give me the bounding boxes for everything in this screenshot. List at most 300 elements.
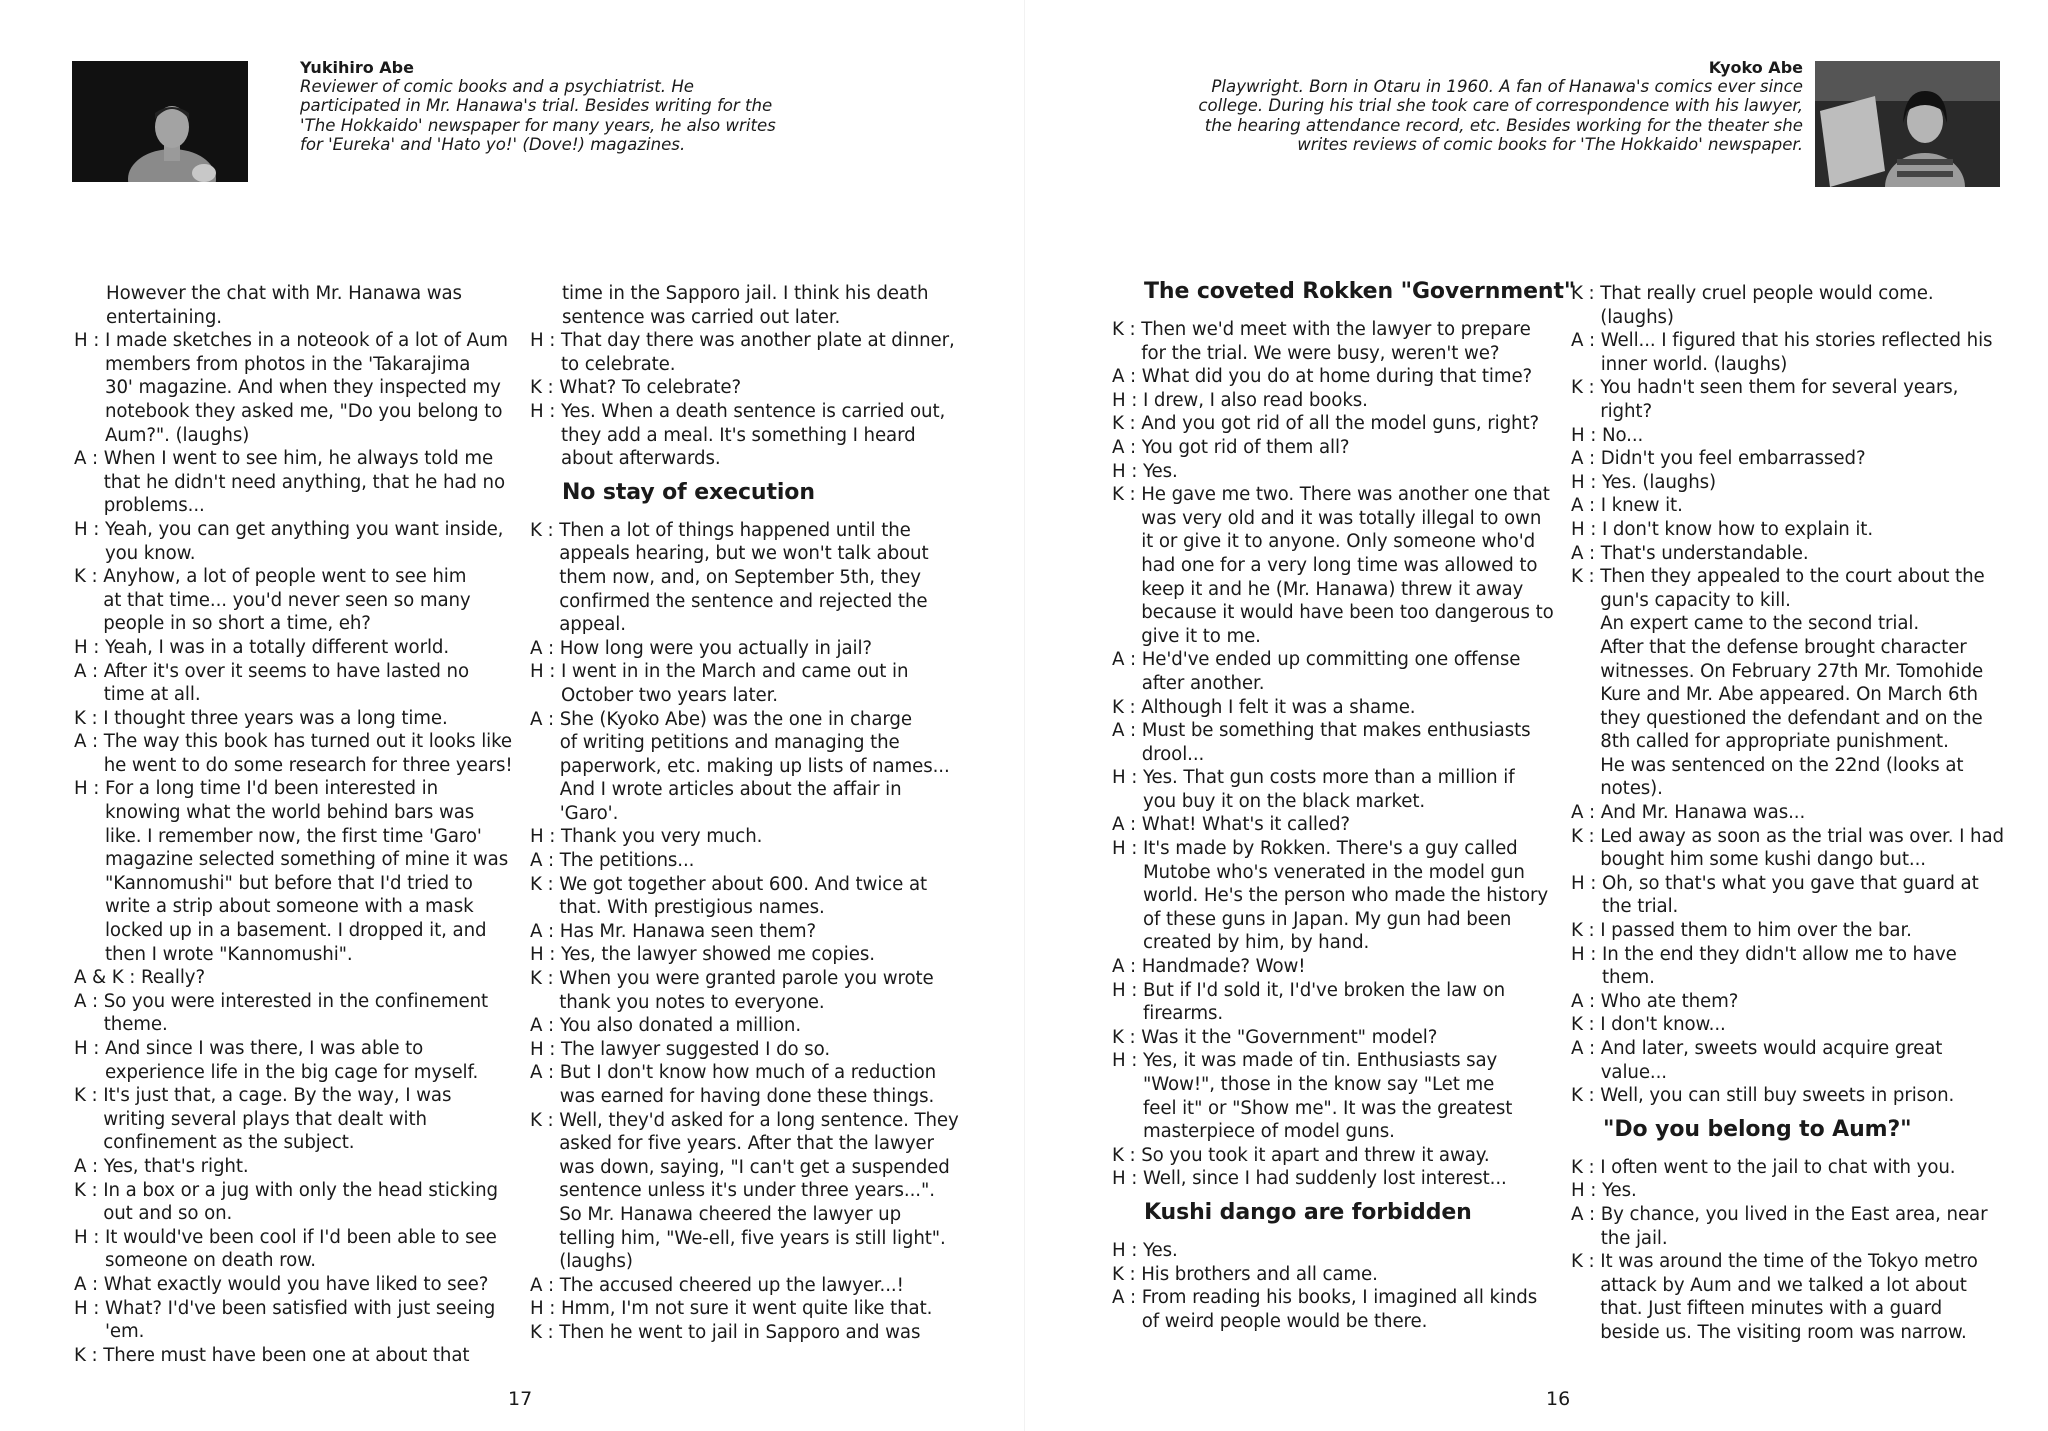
text-line: That's understandable.	[1600, 542, 1809, 564]
text-line: No...	[1601, 424, 1644, 446]
text-line: (laughs)	[559, 1251, 633, 1273]
speaker-label: H :	[74, 1038, 105, 1059]
text-line: inner world. (laughs)	[1600, 353, 1788, 375]
dialogue-entry	[530, 1274, 970, 1298]
dialogue-text	[1143, 766, 1552, 813]
speaker-label: H :	[1112, 767, 1143, 789]
speaker-label: K :	[1571, 1014, 1601, 1036]
text-line: created by him, by hand.	[1142, 932, 1370, 954]
dialogue-text	[1142, 436, 1552, 460]
text-line: that he didn't need anything, that he had no	[103, 471, 506, 493]
text-line: I drew, I also read books.	[1142, 389, 1368, 411]
bio-line: participated in Mr. Hanawa's trial. Besides writing for the	[300, 96, 773, 116]
speaker-label: A :	[74, 1155, 104, 1177]
speaker-label: H :	[74, 330, 105, 352]
dialogue-text	[105, 1037, 514, 1084]
speaker-label: H :	[74, 1297, 105, 1319]
dialogue-entry	[1571, 1084, 2011, 1108]
text-line: By chance, you lived in the East area, near	[1600, 1203, 1988, 1225]
dialogue-text	[1143, 460, 1552, 484]
speaker-label: A :	[1571, 990, 1601, 1012]
text-line: When you were granted parole you wrote	[559, 968, 934, 990]
dialogue-entry	[530, 1297, 970, 1321]
speaker-label: K :	[1571, 825, 1601, 847]
text-line: In a box or a jug with only the head sticking	[103, 1179, 498, 1201]
text-line: The way this book has turned out it looks like	[103, 731, 512, 753]
dialogue-text	[561, 1038, 970, 1062]
text-line: drool...	[1141, 743, 1205, 765]
text-line: Yes. When a death sentence is carried out,	[560, 400, 946, 422]
dialogue-entry	[1571, 494, 2011, 518]
dialogue-entry	[74, 1155, 514, 1179]
text-line: like. I remember now, the first time 'Garo'	[104, 825, 482, 847]
dialogue-entry	[74, 707, 514, 731]
dialogue-text	[1602, 872, 2011, 919]
yukihiro-abe-bio	[300, 58, 840, 154]
text-line: What? To celebrate?	[559, 377, 742, 399]
dialogue-entry	[74, 1084, 514, 1155]
dialogue-entry	[530, 1321, 970, 1345]
speaker-label: K :	[74, 1179, 104, 1201]
dialogue-entry	[530, 708, 970, 826]
speaker-label: A :	[1112, 366, 1142, 388]
dialogue-entry	[1112, 389, 1552, 413]
dialogue-entry	[1112, 1026, 1552, 1050]
text-line: Yeah, you can get anything you want inside,	[104, 518, 504, 540]
text-line: You also donated a million.	[559, 1015, 802, 1037]
text-line: Who ate them?	[1600, 990, 1739, 1012]
dialogue-text	[560, 920, 970, 944]
speaker-label: A :	[1571, 495, 1601, 517]
text-line: Yes, that's right.	[103, 1155, 249, 1177]
dialogue-entry	[1571, 919, 2011, 943]
dialogue-text	[1601, 329, 2011, 376]
text-line: In the end they didn't allow me to have	[1601, 943, 1957, 965]
dialogue-text	[560, 708, 970, 826]
text-line: 'em.	[104, 1321, 145, 1343]
text-line: What did you do at home during that time?	[1141, 366, 1533, 388]
dialogue-text	[1141, 483, 1553, 648]
text-line: the jail.	[1600, 1227, 1668, 1249]
text-line: world. He's the person who made the history	[1142, 885, 1549, 907]
dialogue-text	[559, 1321, 970, 1345]
dialogue-entry	[1571, 1203, 2011, 1250]
speaker-label: A :	[1571, 1203, 1601, 1225]
dialogue-entry	[530, 920, 970, 944]
text-line: confirmed the sentence and rejected the	[559, 590, 928, 612]
text-line: 8th called for appropriate punishment.	[1600, 731, 1949, 753]
dialogue-text	[1600, 376, 2011, 423]
dialogue-text	[1601, 1203, 2011, 1250]
speaker-label: A :	[74, 1273, 104, 1295]
dialogue-text	[1141, 696, 1552, 720]
bio-line: Playwright. Born in Otaru in 1960. A fan of Hanawa's comics ever since	[1211, 77, 1803, 97]
text-line: people in so short a time, eh?	[103, 613, 371, 635]
speaker-label: K :	[1571, 1251, 1601, 1273]
speaker-label: K :	[1112, 319, 1142, 340]
text-line: Then he went to jail in Sapporo and was	[559, 1321, 921, 1343]
dialogue-text	[561, 1297, 970, 1321]
text-line: Yes, it was made of tin. Enthusiasts say	[1142, 1050, 1498, 1072]
dialogue-text	[1143, 1167, 1552, 1191]
dialogue-entry	[1112, 837, 1552, 955]
text-line: notebook they asked me, "Do you belong to	[104, 400, 503, 422]
speaker-label: A :	[530, 708, 560, 730]
speaker-label: A :	[74, 660, 104, 682]
dialogue-entry	[74, 329, 514, 447]
text-line: So Mr. Hanawa cheered the lawyer up	[559, 1203, 902, 1225]
text-line: beside us. The visiting room was narrow.	[1600, 1321, 1967, 1343]
dialogue-text	[561, 660, 970, 707]
text-line: Although I felt it was a shame.	[1141, 696, 1416, 718]
dialogue-text	[561, 329, 970, 376]
dialogue-text	[560, 1014, 970, 1038]
text-line: them.	[1601, 967, 1655, 989]
dialogue-text	[103, 707, 514, 731]
speaker-label: K :	[530, 968, 560, 990]
dialogue-text	[104, 730, 514, 777]
dialogue-entry	[530, 1061, 970, 1108]
dialogue-text	[1600, 1250, 2011, 1344]
dialogue-text	[1141, 412, 1552, 436]
text-line: You got rid of them all?	[1141, 436, 1350, 458]
speaker-label: H :	[1571, 1180, 1602, 1202]
dialogue-text	[104, 990, 514, 1037]
dialogue-text	[559, 519, 970, 637]
text-line: And later, sweets would acquire great	[1600, 1038, 1943, 1059]
speaker-label: H :	[1112, 979, 1143, 1001]
text-line: And I wrote articles about the affair in	[559, 779, 902, 801]
dialogue-entry	[1112, 719, 1552, 766]
text-line: time at all.	[103, 684, 201, 706]
speaker-label: K :	[1112, 413, 1142, 435]
dialogue-text	[1141, 1263, 1552, 1287]
text-line: He was sentenced on the 22nd (looks at	[1600, 754, 1964, 776]
speaker-label: K :	[74, 1344, 104, 1366]
text-line: I don't know how to explain it.	[1601, 518, 1874, 540]
bio-name: Kyoko Abe	[1708, 58, 1803, 77]
dialogue-entry	[1112, 365, 1552, 389]
speaker-label: H :	[1112, 1050, 1143, 1072]
dialogue-entry	[1571, 518, 2011, 542]
text-line: That day there was another plate at dinner,	[560, 330, 955, 352]
dialogue-text	[559, 376, 970, 400]
speaker-label: A :	[1112, 814, 1142, 836]
speaker-label: K :	[74, 1085, 104, 1107]
dialogue-text	[103, 1179, 514, 1226]
dialogue-entry	[1571, 872, 2011, 919]
text-line: I don't know...	[1600, 1014, 1726, 1036]
dialogue-text	[1602, 424, 2011, 448]
dialogue-entry	[1112, 1263, 1552, 1287]
dialogue-text	[1600, 919, 2011, 943]
text-line: to celebrate.	[560, 353, 676, 375]
speaker-label: K :	[74, 566, 104, 588]
dialogue-entry	[74, 777, 514, 966]
text-line: he went to do some research for three years!	[103, 754, 513, 776]
speaker-label: K :	[530, 377, 560, 399]
speaker-label: H :	[1112, 460, 1143, 482]
text-line: And you got rid of all the model guns, right?	[1141, 413, 1540, 435]
dialogue-text	[560, 1061, 970, 1108]
text-line: then I wrote "Kannomushi".	[104, 943, 353, 965]
text-line: Well, since I had suddenly lost interest...	[1142, 1168, 1507, 1190]
section-heading: No stay of execution	[562, 479, 815, 505]
text-line: That really cruel people would come.	[1600, 283, 1934, 304]
text-line: Really?	[141, 967, 205, 989]
text-line: of writing petitions and managing the	[559, 732, 900, 754]
speaker-label: K :	[1571, 920, 1601, 942]
text-line: Oh, so that's what you gave that guard at	[1601, 872, 1979, 894]
speaker-label: K :	[530, 873, 560, 895]
dialogue-text	[560, 849, 970, 873]
text-line: sentence unless it's under three years...".	[559, 1180, 935, 1202]
page-gutter	[1024, 0, 1025, 1431]
speaker-label: H :	[1571, 518, 1602, 540]
dialogue-entry	[1571, 1250, 2011, 1344]
text-line: out and so on.	[103, 1203, 233, 1225]
text-line: "Wow!", those in the know say "Let me	[1142, 1074, 1495, 1095]
dialogue-text	[1143, 1049, 1552, 1143]
speaker-label: H :	[530, 1298, 561, 1320]
dialogue-entry	[1112, 460, 1552, 484]
speaker-label: H :	[530, 330, 561, 352]
speaker-label: A :	[1571, 1038, 1601, 1059]
dialogue-entry	[1112, 955, 1552, 979]
text-line: Mutobe who's venerated in the model gun	[1142, 861, 1525, 883]
dialogue-text	[1601, 542, 2011, 566]
speaker-label: K :	[1112, 696, 1142, 718]
dialogue-text	[560, 1274, 970, 1298]
page-number-right: 16	[1546, 1388, 1571, 1410]
dialogue-entry	[530, 1038, 970, 1062]
dialogue-text	[560, 637, 970, 661]
dialogue-text	[1601, 990, 2011, 1014]
text-line: Didn't you feel embarrassed?	[1600, 448, 1866, 470]
speaker-label: H :	[530, 400, 561, 422]
text-line: about afterwards.	[560, 448, 721, 470]
speaker-label: A :	[530, 1015, 560, 1037]
kyoko-abe-bio	[1160, 58, 1803, 154]
page-number-left: 17	[508, 1388, 533, 1410]
dialogue-entry	[74, 447, 514, 518]
text-line: witnesses. On February 27th Mr. Tomohide	[1600, 660, 1984, 682]
speaker-label: H :	[1112, 1239, 1143, 1261]
speaker-label: A :	[74, 990, 104, 1012]
text-line: was down, saying, "I can't get a suspended	[559, 1156, 950, 1178]
text-line: She (Kyoko Abe) was the one in charge	[559, 708, 912, 730]
text-line: you know.	[104, 542, 196, 564]
text-line: Must be something that makes enthusiasts	[1141, 720, 1531, 742]
dialogue-entry	[1112, 1286, 1552, 1333]
text-line: after another.	[1141, 672, 1265, 694]
dialogue-entry	[74, 518, 514, 565]
speaker-label: A :	[74, 731, 104, 753]
dialogue-entry	[530, 376, 970, 400]
speaker-label: H :	[74, 636, 105, 658]
text-line: So you were interested in the confinement	[103, 990, 489, 1012]
text-line: October two years later.	[560, 684, 778, 706]
dialogue-entry	[1112, 1239, 1552, 1263]
speaker-label: K :	[1571, 566, 1601, 588]
text-line: thank you notes to everyone.	[559, 991, 825, 1013]
speaker-label: K :	[1571, 377, 1601, 399]
bio-line: for 'Eureka' and 'Hato yo!' (Dove!) magazines.	[300, 134, 686, 154]
speaker-label: K :	[530, 1321, 560, 1343]
text-line: It's made by Rokken. There's a guy called	[1142, 838, 1518, 860]
text-line: gun's capacity to kill.	[1600, 589, 1791, 611]
dialogue-entry	[1571, 471, 2011, 495]
dialogue-entry	[1112, 412, 1552, 436]
dialogue-entry	[530, 1109, 970, 1274]
text-line: What? I'd've been satisfied with just seeing	[104, 1297, 496, 1319]
text-line: The petitions...	[559, 850, 695, 872]
text-line: had one for a very long time was allowed to	[1141, 554, 1538, 576]
dialogue-text	[105, 1297, 514, 1344]
text-line: Yes. That gun costs more than a million if	[1142, 767, 1515, 789]
speaker-label: A :	[530, 920, 560, 942]
text-line: After that the defense brought character	[1600, 636, 1967, 658]
speaker-label: H :	[74, 518, 105, 540]
text-line: notes).	[1600, 778, 1663, 800]
speaker-label: H :	[1112, 1168, 1143, 1190]
text-line: Yes.	[1142, 1239, 1178, 1261]
dialogue-entry	[1571, 565, 2011, 801]
dialogue-text	[1142, 648, 1552, 695]
speaker-label: A :	[530, 850, 560, 872]
dialogue-text	[141, 966, 514, 990]
text-line: Led away as soon as the trial was over. I had	[1600, 825, 2004, 847]
dialogue-text	[1142, 813, 1552, 837]
bio-name: Yukihiro Abe	[300, 58, 414, 77]
text-line: It's just that, a cage. By the way, I was	[103, 1085, 452, 1107]
dialogue-text	[1600, 282, 2011, 329]
dialogue-entry	[1112, 766, 1552, 813]
text-line: How long were you actually in jail?	[559, 637, 872, 659]
dialogue-entry	[1112, 979, 1552, 1026]
text-line: But if I'd sold it, I'd've broken the law on	[1142, 979, 1506, 1001]
text-line: Well, you can still buy sweets in prison.	[1600, 1085, 1955, 1107]
text-line: (laughs)	[1600, 306, 1674, 328]
dialogue-entry	[1571, 1156, 2011, 1180]
text-line: because it would have been too dangerous to	[1141, 602, 1554, 624]
speaker-label: K :	[74, 707, 104, 729]
dialogue-text	[561, 400, 970, 471]
text-column-2	[530, 282, 970, 1345]
text-line: Well... I figured that his stories reflected his	[1600, 330, 1993, 352]
text-line: bought him some kushi dango but...	[1600, 849, 1926, 871]
speaker-label: H :	[1571, 872, 1602, 894]
text-line: Has Mr. Hanawa seen them?	[559, 920, 817, 942]
dialogue-text	[105, 518, 514, 565]
text-line: Hmm, I'm not sure it went quite like that.	[560, 1298, 933, 1320]
dialogue-entry	[1112, 436, 1552, 460]
text-line: paperwork, etc. making up lists of names...	[559, 755, 950, 777]
speaker-label: K :	[1112, 484, 1142, 506]
text-line: confinement as the subject.	[103, 1132, 355, 1154]
text-line: theme.	[103, 1014, 168, 1036]
text-line: value...	[1600, 1061, 1667, 1083]
text-line: magazine selected something of mine it was	[104, 849, 509, 871]
dialogue-text	[103, 1084, 514, 1155]
dialogue-entry	[1571, 1179, 2011, 1203]
text-line: they questioned the defendant and on the	[1600, 707, 1983, 729]
bio-line: Reviewer of comic books and a psychiatrist. He	[300, 77, 695, 97]
text-line: After it's over it seems to have lasted no	[103, 660, 469, 682]
dialogue-entry	[74, 1344, 514, 1368]
speaker-label: H :	[1112, 389, 1143, 411]
dialogue-entry	[530, 943, 970, 967]
text-line: Kure and Mr. Abe appeared. On March 6th	[1600, 684, 1978, 706]
dialogue-entry	[1571, 1013, 2011, 1037]
dialogue-entry	[1112, 696, 1552, 720]
text-line: I thought three years was a long time.	[103, 707, 448, 729]
speaker-label: K :	[1571, 283, 1601, 304]
yukihiro-abe-photo	[72, 61, 248, 182]
text-line: Handmade? Wow!	[1141, 956, 1306, 978]
dialogue-text	[103, 565, 514, 636]
speaker-label: A :	[530, 1062, 560, 1084]
dialogue-text	[1600, 1156, 2011, 1180]
text-line: asked for five years. After that the lawyer	[559, 1133, 934, 1155]
dialogue-text	[1143, 979, 1552, 1026]
text-line: For a long time I'd been interested in	[104, 778, 438, 800]
text-line: Aum?". (laughs)	[104, 424, 250, 446]
dialogue-entry	[1571, 329, 2011, 376]
text-line: Well, they'd asked for a long sentence. They	[559, 1109, 959, 1131]
dialogue-entry	[1571, 424, 2011, 448]
text-line: locked up in a basement. I dropped it, and	[104, 920, 487, 942]
dialogue-entry	[530, 329, 970, 376]
section-heading: "Do you belong to Aum?"	[1603, 1116, 1912, 1142]
speaker-label: H :	[530, 661, 561, 683]
speaker-label: H :	[530, 826, 561, 848]
text-line: firearms.	[1142, 1003, 1224, 1025]
text-line: He gave me two. There was another one that	[1141, 484, 1550, 506]
dialogue-text	[105, 329, 514, 447]
text-line: right?	[1600, 400, 1653, 422]
text-line: was earned for having done these things.	[559, 1086, 935, 1107]
text-line: feel it" or "Show me". It was the greatest	[1142, 1097, 1513, 1119]
section-heading: The coveted Rokken "Government"	[1144, 279, 1576, 304]
continued-paragraph	[530, 282, 970, 329]
section-heading: Kushi dango are forbidden	[1144, 1199, 1472, 1225]
text-line: The lawyer suggested I do so.	[560, 1038, 831, 1060]
dialogue-entry	[1112, 648, 1552, 695]
dialogue-entry	[74, 660, 514, 707]
speaker-label: A :	[1112, 1287, 1142, 1309]
text-line: give it to me.	[1141, 625, 1261, 647]
text-line: telling him, "We-ell, five years is still light".	[559, 1227, 946, 1249]
text-line: appeals hearing, but we won't talk about	[559, 543, 929, 565]
text-line: "Kannomushi" but before that I'd tried to	[104, 872, 473, 894]
speaker-label: A :	[530, 1274, 560, 1296]
dialogue-entry	[530, 400, 970, 471]
speaker-label: A & K :	[74, 967, 142, 989]
text-line: It would've been cool if I'd been able to see	[104, 1226, 497, 1248]
text-line: at that time... you'd never seen so many	[103, 589, 471, 611]
dialogue-entry	[1571, 542, 2011, 566]
speaker-label: K :	[1112, 1263, 1142, 1285]
speaker-label: A :	[1571, 542, 1601, 564]
dialogue-entry	[74, 730, 514, 777]
dialogue-text	[1142, 365, 1552, 389]
dialogue-entry	[530, 519, 970, 637]
dialogue-entry	[1571, 943, 2011, 990]
dialogue-text	[104, 447, 514, 518]
dialogue-text	[105, 777, 514, 966]
text-line: I often went to the jail to chat with you.	[1600, 1156, 1956, 1178]
